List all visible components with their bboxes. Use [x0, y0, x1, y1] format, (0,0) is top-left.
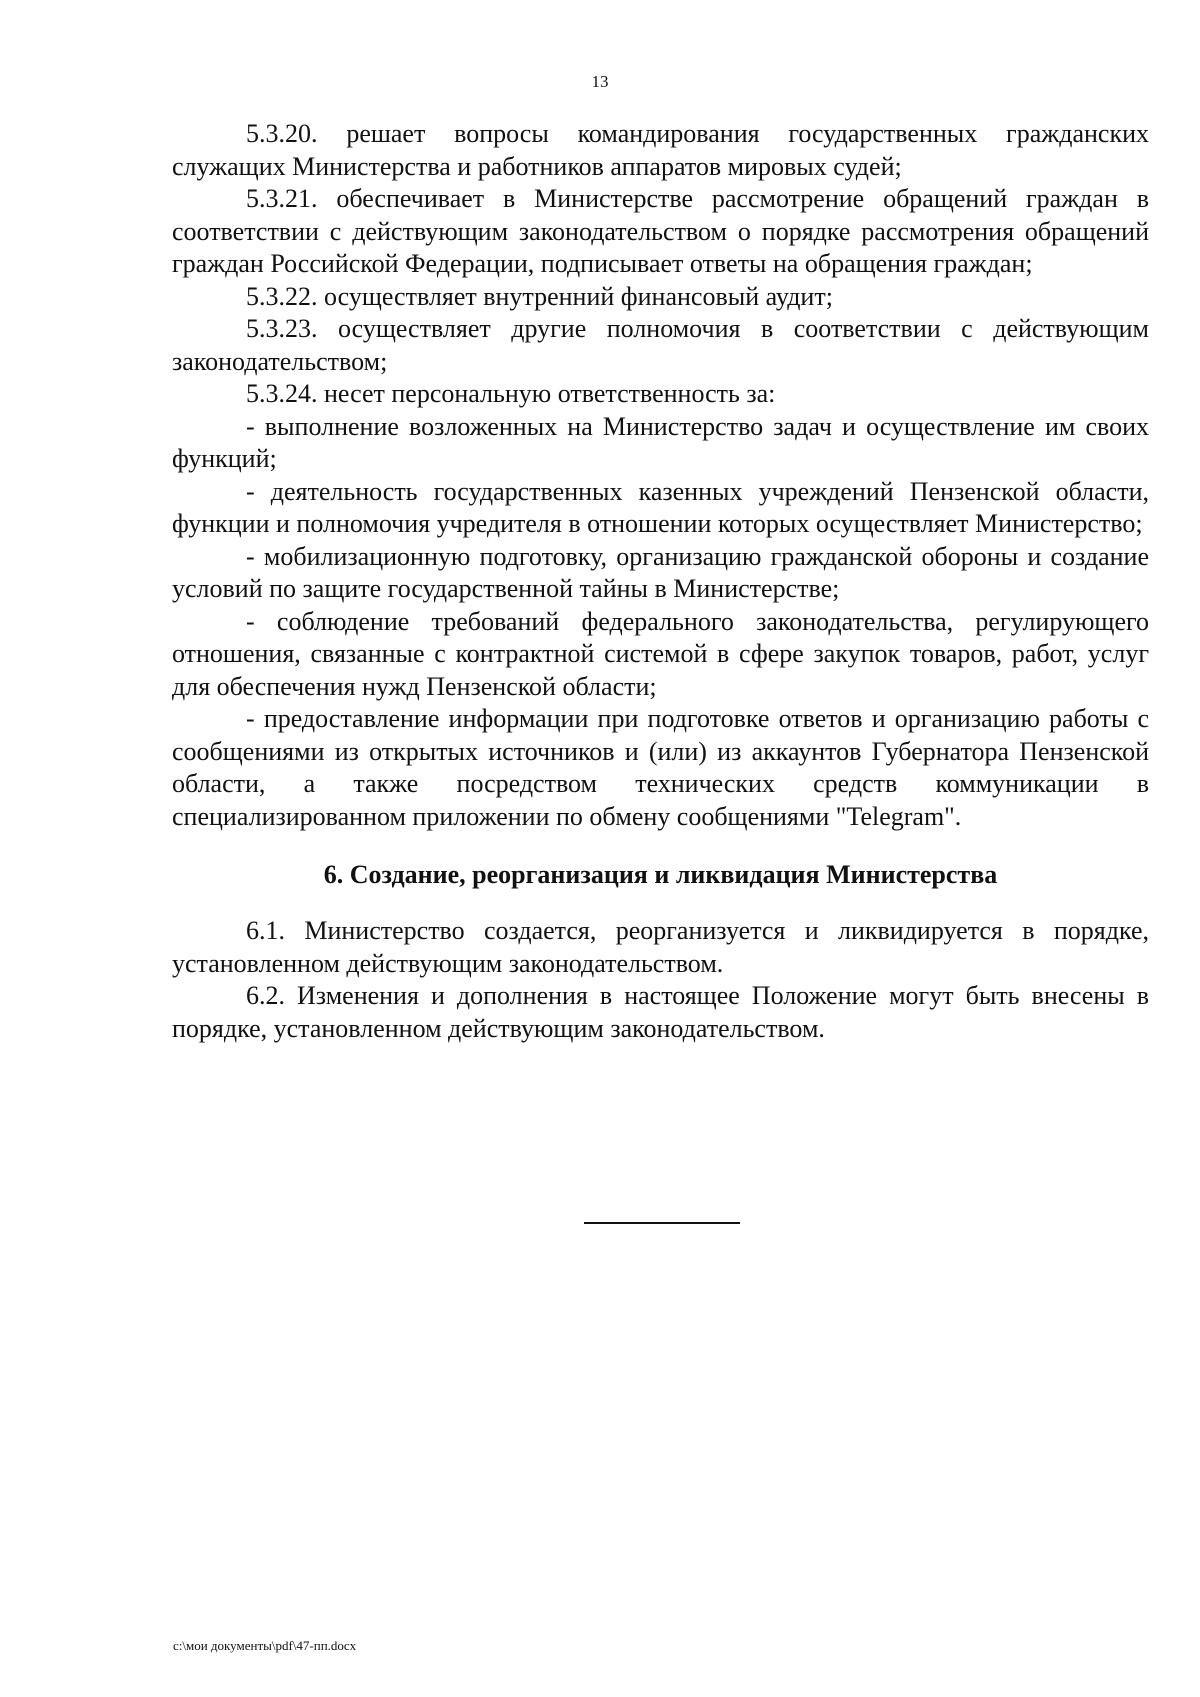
paragraph-5-3-20: 5.3.20. решает вопросы командирования государственных гражданских служащих Министерства и работников аппаратов мировых судей;	[172, 119, 1149, 181]
end-of-document-rule	[584, 1222, 740, 1224]
paragraph-5-3-22: 5.3.22. осуществляет внутренний финансовый аудит;	[246, 281, 833, 311]
responsibility-item-4: - соблюдение требований федерального законодательства, регулирующего отношения, связанные с контрактной системой в сфере закупок товаров, работ, услуг для обеспечения нужд Пензенской области;	[172, 606, 1149, 701]
paragraph-6-2: 6.2. Изменения и дополнения в настоящее Положение могут быть внесены в порядке, установленном действующим законодательством.	[172, 981, 1149, 1043]
footer-file-path: c:\мои документы\pdf\47-пп.docx	[173, 1638, 357, 1653]
responsibility-item-2: - деятельность государственных казенных учреждений Пензенской области, функции и полномочия учредителя в отношении которых осуществляет Министерство;	[172, 476, 1149, 538]
responsibility-item-5: - предоставление информации при подготовке ответов и организацию работы с сообщениями из открытых источников и (или) из аккаунтов Губернатора Пензенской области, а также посредством технических средств коммуникации в специализированном приложении по обмену сообщениями "Telegram".	[172, 704, 1149, 831]
page-number: 13	[591, 72, 609, 91]
document-body	[172, 118, 1149, 1045]
section-6-heading: 6. Создание, реорганизация и ликвидация Министерства	[323, 860, 998, 889]
paragraph-5-3-24: 5.3.24. несет персональную ответственность за:	[246, 379, 776, 408]
paragraph-5-3-21: 5.3.21. обеспечивает в Министерстве рассмотрение обращений граждан в соответствии с действующим законодательством о порядке рассмотрения обращений граждан Российской Федерации, подписывает ответы на обращения граждан;	[172, 184, 1149, 278]
responsibility-item-1: - выполнение возложенных на Министерство задач и осуществление им своих функций;	[172, 411, 1149, 473]
paragraph-6-1: 6.1. Министерство создается, реорганизуется и ликвидируется в порядке, установленном действующим законодательством.	[172, 916, 1149, 978]
responsibility-item-3: - мобилизационную подготовку, организацию гражданской обороны и создание условий по защите государственной тайны в Министерстве;	[172, 541, 1149, 603]
paragraph-5-3-23: 5.3.23. осуществляет другие полномочия в соответствии с действующим законодательством;	[172, 314, 1149, 376]
